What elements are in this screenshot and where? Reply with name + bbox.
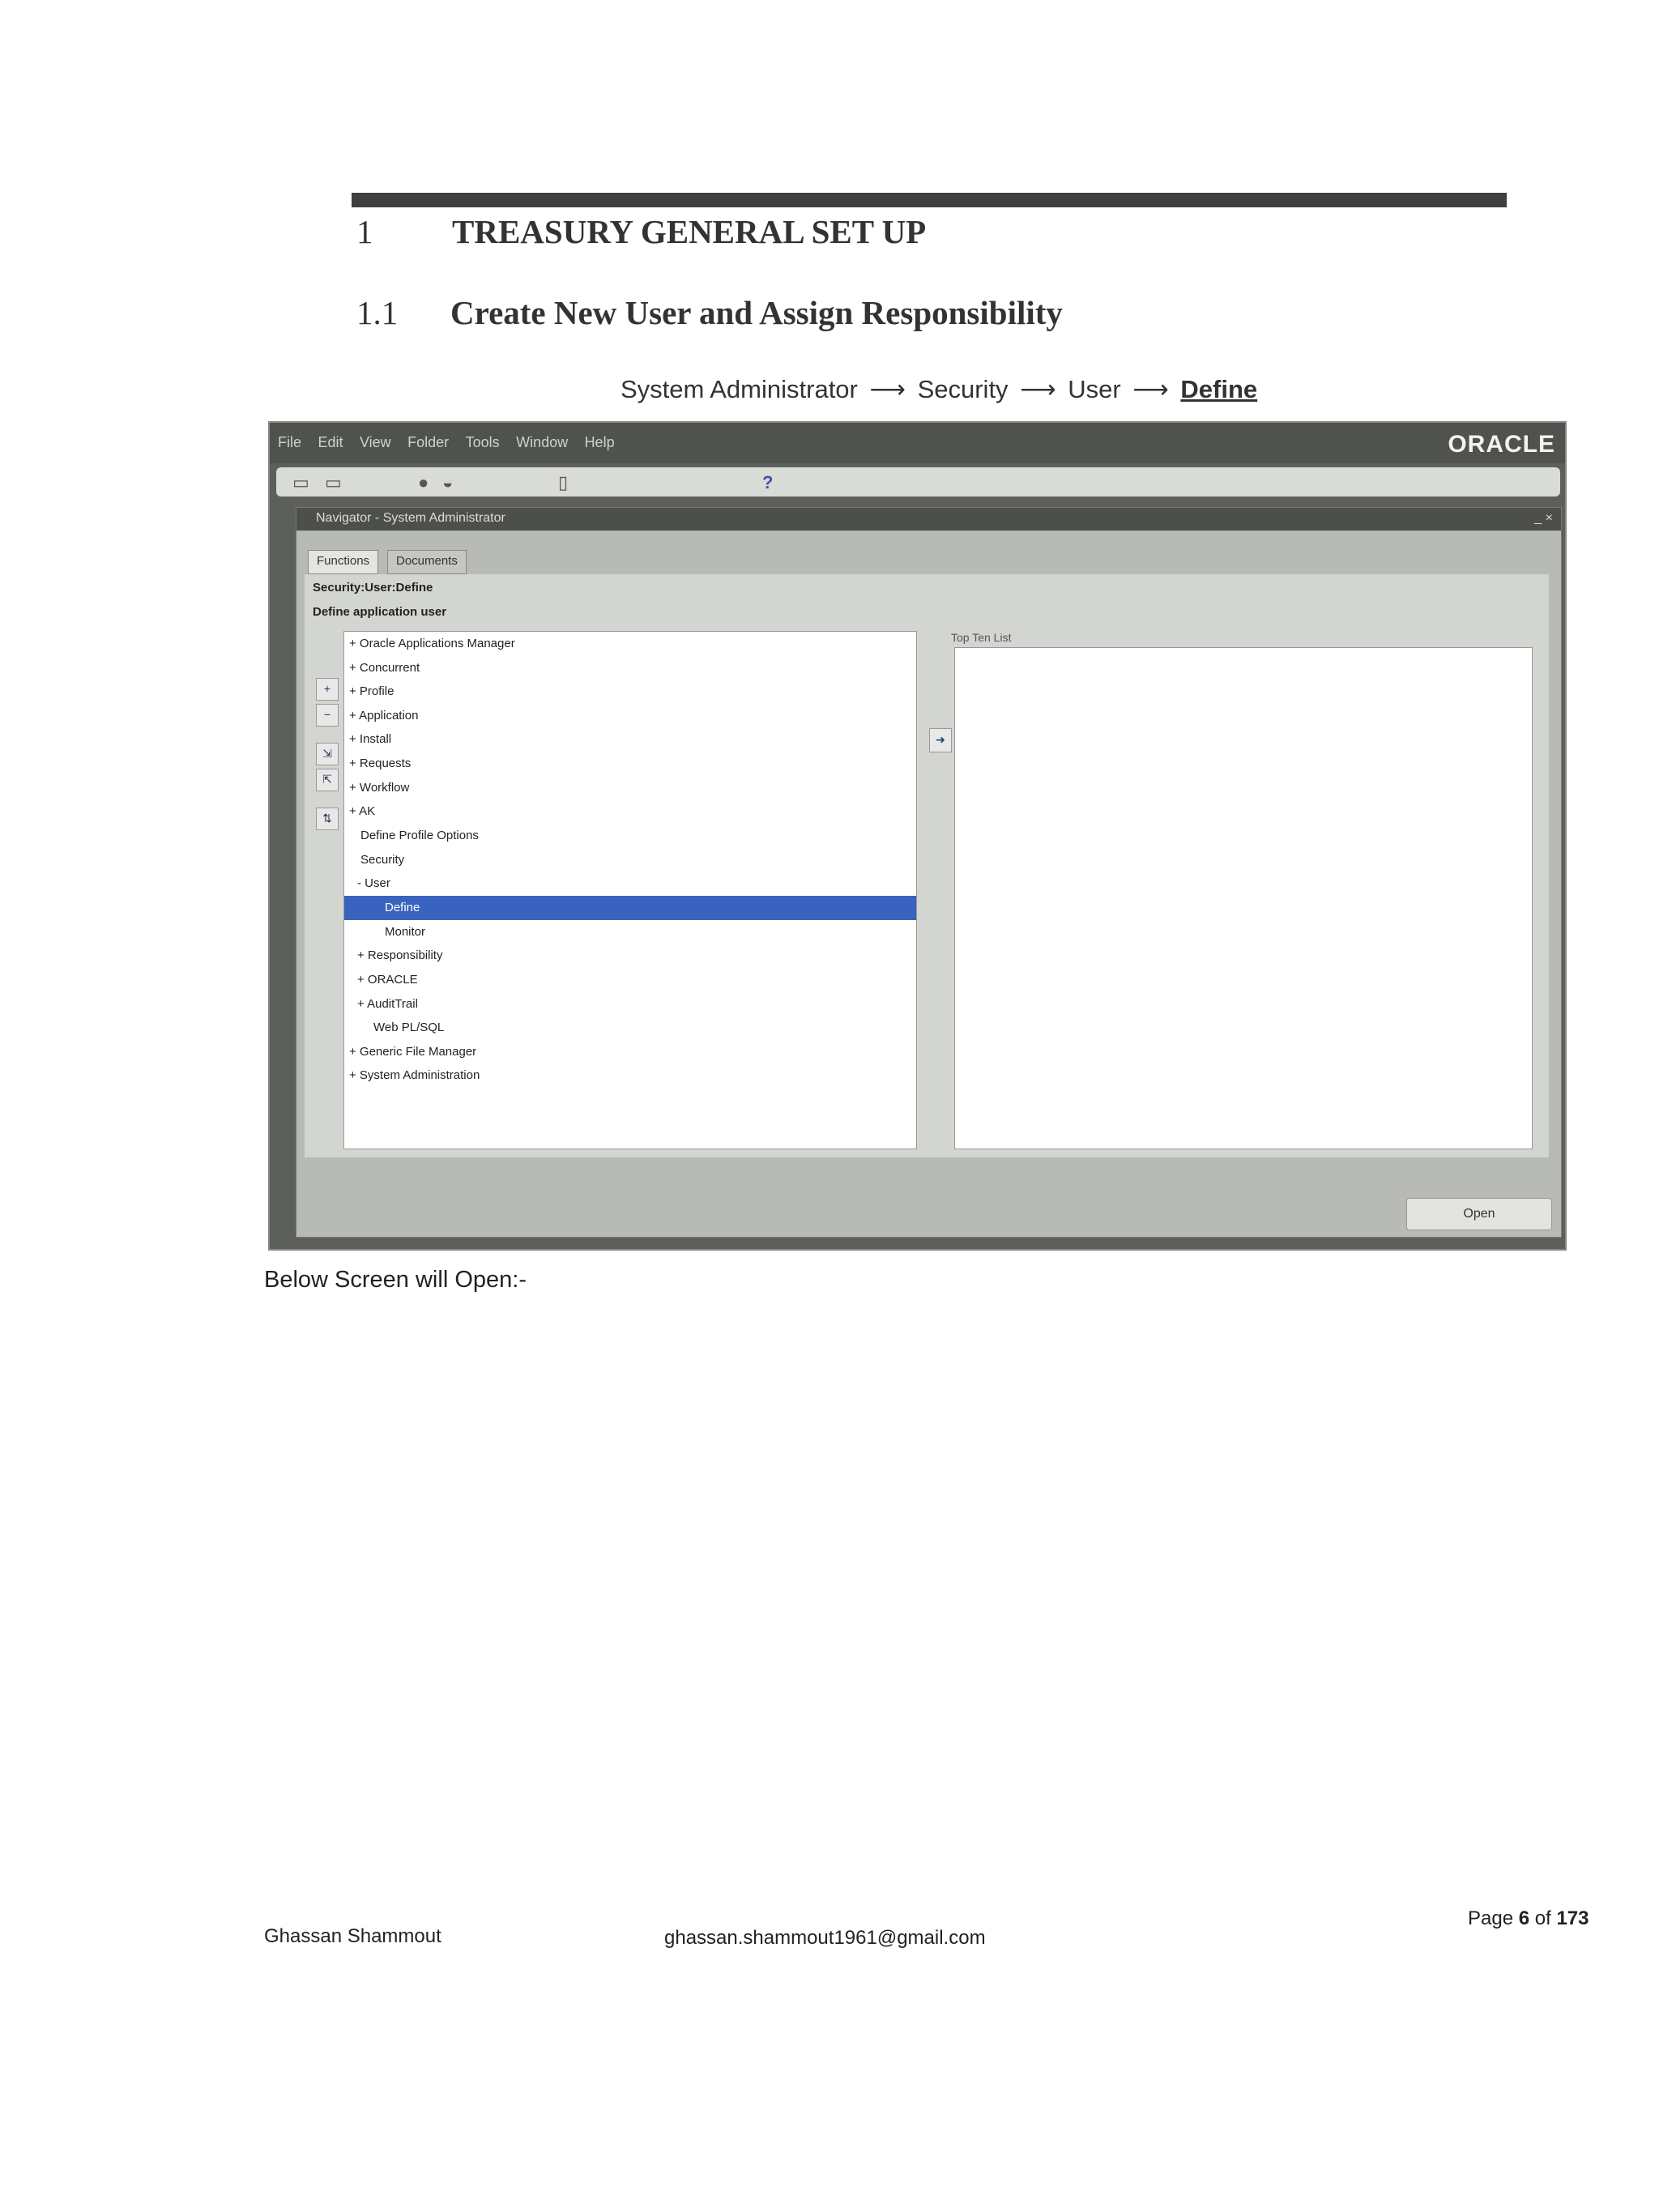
tree-item[interactable]: + ORACLE [357,973,418,987]
page-prefix: Page [1468,1907,1514,1929]
path-step-4: Define [1180,375,1258,403]
tab-documents[interactable]: Documents [387,550,467,574]
subsection-number: 1.1 [356,294,399,331]
section-title: TREASURY GENERAL SET UP [452,213,927,250]
menu-folder[interactable]: Folder [407,434,450,450]
tree-item[interactable]: + Workflow [349,781,410,795]
menu-tools[interactable]: Tools [465,434,500,450]
tree-item[interactable]: + Oracle Applications Manager [349,637,515,650]
page-current: 6 [1518,1907,1530,1929]
tree-item[interactable]: Define Profile Options [360,829,479,842]
tree-item[interactable]: - User [357,876,390,890]
tree-item[interactable]: Security [360,853,405,867]
arrow-icon: ⟶ [1020,375,1056,403]
zoom-icon[interactable]: ● [418,472,429,492]
collapse-icon[interactable]: − [316,704,339,727]
section-heading [356,212,926,251]
menu-bar [270,423,1565,463]
tree-item[interactable]: + Responsibility [357,948,443,962]
tree-item[interactable]: Monitor [385,925,426,939]
tree-item[interactable]: + Install [349,732,392,746]
section-number: 1 [356,213,373,250]
tree-item[interactable]: + Requests [349,757,412,770]
top-ten-list[interactable] [954,647,1533,1149]
expand-icon[interactable]: + [316,678,339,701]
function-tree[interactable] [343,631,917,1149]
menu-help[interactable]: Help [584,434,615,450]
expand-branch-icon[interactable]: ⇲ [316,743,339,765]
oracle-navigator-screenshot [268,421,1567,1251]
tree-item[interactable]: Web PL/SQL [373,1021,445,1034]
tree-item[interactable]: + System Administration [349,1068,480,1082]
help-icon[interactable]: ? [762,472,774,492]
footer-author: Ghassan Shammout [264,1925,441,1947]
path-step-3: User [1068,375,1121,403]
subsection-title: Create New User and Assign Responsibility [450,294,1063,331]
footer-page-number [1468,1907,1589,1930]
function-description: Define application user [313,605,447,619]
path-step-2: Security [917,375,1009,403]
tree-item[interactable]: + Generic File Manager [349,1045,477,1059]
navigator-title-bar [296,508,1561,531]
page-of: of [1534,1907,1551,1929]
menu-view[interactable]: View [359,434,391,450]
navigator-title: Navigator - System Administrator [316,511,505,525]
tree-item[interactable]: + AuditTrail [357,997,418,1011]
expand-all-icon[interactable]: ⇱ [316,769,339,791]
menu-window[interactable]: Window [516,434,569,450]
tree-item[interactable]: + Profile [349,684,394,698]
navigate-icon[interactable]: ▭ [325,472,342,492]
attachment-icon[interactable]: ▯ [558,472,569,492]
tree-item[interactable]: + AK [349,804,376,818]
open-button[interactable]: Open [1406,1198,1552,1230]
section-rule [352,193,1507,207]
subsection-heading [356,293,1063,332]
menu-file[interactable]: File [278,434,302,450]
collapse-all-icon[interactable]: ⇅ [316,808,339,830]
arrow-icon: ⟶ [1132,375,1169,403]
navigation-path [621,375,1257,404]
top-ten-label: Top Ten List [951,631,1012,644]
arrow-icon: ⟶ [869,375,906,403]
below-screen-note: Below Screen will Open:- [264,1267,527,1293]
toolbar [276,467,1560,497]
query-icon[interactable]: ◒ [442,472,454,492]
function-breadcrumb: Security:User:Define [313,581,433,595]
window-controls[interactable]: _ × [1534,511,1553,525]
add-to-top-ten-icon[interactable]: ➜ [929,728,952,752]
menu-edit[interactable]: Edit [318,434,343,450]
footer-email: ghassan.shammout1961@gmail.com [664,1927,986,1949]
tree-item-selected[interactable]: Define [344,896,916,920]
path-step-1: System Administrator [621,375,858,403]
save-icon[interactable]: ▭ [292,472,309,492]
navigator-window [296,507,1562,1238]
page-total: 173 [1556,1907,1589,1929]
oracle-logo: ORACLE [1448,431,1555,458]
functions-panel [305,574,1549,1157]
tree-item[interactable]: + Application [349,709,419,722]
tree-item[interactable]: + Concurrent [349,661,420,675]
tab-functions[interactable]: Functions [308,550,378,574]
